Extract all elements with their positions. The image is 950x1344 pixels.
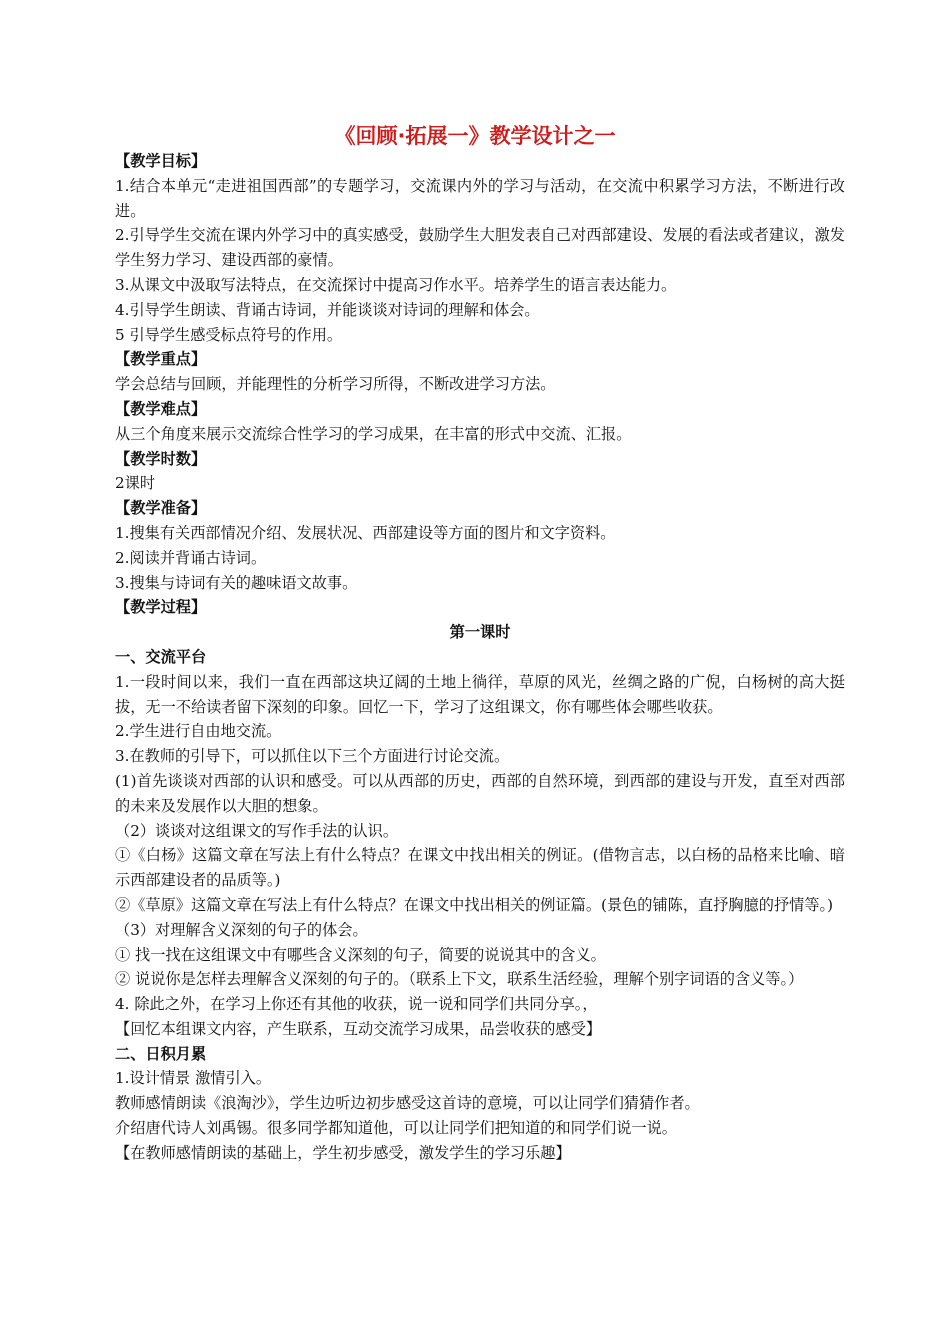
paragraph: （2）谈谈对这组课文的写作手法的认识。 [115, 821, 399, 840]
paragraph: 【在教师感情朗读的基础上，学生初步感受，激发学生的学习乐趣】 [115, 1143, 571, 1162]
paragraph: ①《白杨》这篇文章在写法上有什么特点？在课文中找出相关的例证。(借物言志，以白杨的品格来比喻、暗示西部建设者的品质等。) [115, 846, 845, 890]
paragraph: 从三个角度来展示交流综合性学习的学习成果，在丰富的形式中交流、汇报。 [115, 424, 632, 443]
paragraph: (1)首先谈谈对西部的认识和感受。可以从西部的历史，西部的自然环境，到西部的建设与开发，直至对西部的未来及发展作以大胆的想象。 [115, 771, 845, 815]
paragraph: 1.搜集有关西部情况介绍、发展状况、西部建设等方面的图片和文字资料。 [115, 523, 616, 542]
section-heading: 【教学难点】 [115, 399, 207, 418]
paragraph: 1.结合本单元“走进祖国西部”的专题学习，交流课内外的学习与活动，在交流中积累学习方法，不断进行改进。 [115, 176, 845, 220]
paragraph: 2.阅读并背诵古诗词。 [115, 548, 267, 567]
section-heading: 一、交流平台 [115, 647, 207, 666]
paragraph: 3.从课文中汲取写法特点，在交流探讨中提高习作水平。培养学生的语言表达能力。 [115, 275, 677, 294]
paragraph: ① 找一找在这组课文中有哪些含义深刻的句子，简要的说说其中的含义。 [115, 945, 606, 964]
paragraph: ②《草原》这篇文章在写法上有什么特点？在课文中找出相关的例证篇。(景色的铺陈，直抒胸臆的抒情等。) [115, 895, 834, 914]
paragraph: 2.学生进行自由地交流。 [115, 722, 282, 741]
paragraph: 【回忆本组课文内容，产生联系，互动交流学习成果，品尝收获的感受】 [115, 1019, 601, 1038]
paragraph: （3）对理解含义深刻的句子的体会。 [115, 920, 368, 939]
paragraph: 4.引导学生朗读、背诵古诗词，并能谈谈对诗词的理解和体会。 [115, 300, 540, 319]
document-body [115, 149, 845, 1166]
document-title: 《回顾·拓展一》教学设计之一 [334, 124, 616, 148]
paragraph: 1.一段时间以来，我们一直在西部这块辽阔的土地上徜徉，草原的风光，丝绸之路的广倪，白杨树的高大挺拔，无一不给读者留下深刻的印象。回忆一下，学习了这组课文，你有哪些体会哪些收获。 [115, 672, 845, 716]
paragraph: 学会总结与回顾，并能理性的分析学习所得，不断改进学习方法。 [115, 375, 556, 394]
paragraph: ② 说说你是怎样去理解含义深刻的句子的。（联系上下文，联系生活经验，理解个别字词语的含义等。） [115, 970, 804, 989]
paragraph: 3.在教师的引导下，可以抓住以下三个方面进行讨论交流。 [115, 747, 510, 766]
paragraph: 1.设计情景 激情引入。 [115, 1069, 272, 1088]
paragraph: 介绍唐代诗人刘禹锡。很多同学都知道他，可以让同学们把知道的和同学们说一说。 [115, 1119, 677, 1138]
section-heading: 【教学时数】 [115, 449, 207, 468]
lesson-heading: 第一课时 [449, 623, 511, 642]
paragraph: 4. 除此之外，在学习上你还有其他的收获，说一说和同学们共同分享。， [115, 995, 598, 1014]
section-heading: 【教学目标】 [115, 152, 207, 170]
paragraph: 2课时 [115, 474, 156, 493]
section-heading: 【教学过程】 [115, 598, 207, 617]
paragraph: 教师感情朗读《浪淘沙》，学生边听边初步感受这首诗的意境，可以让同学们猜猜作者。 [115, 1094, 700, 1113]
paragraph: 3.搜集与诗词有关的趣味语文故事。 [115, 573, 358, 592]
section-heading: 【教学重点】 [115, 350, 207, 369]
paragraph: 2.引导学生交流在课内外学习中的真实感受，鼓励学生大胆发表自己对西部建设、发展的看法或者建议，激发学生努力学习、建设西部的豪情。 [115, 226, 845, 270]
paragraph: 5 引导学生感受标点符号的作用。 [115, 325, 343, 344]
section-heading: 【教学准备】 [115, 499, 207, 518]
section-heading: 二、日积月累 [115, 1044, 207, 1063]
